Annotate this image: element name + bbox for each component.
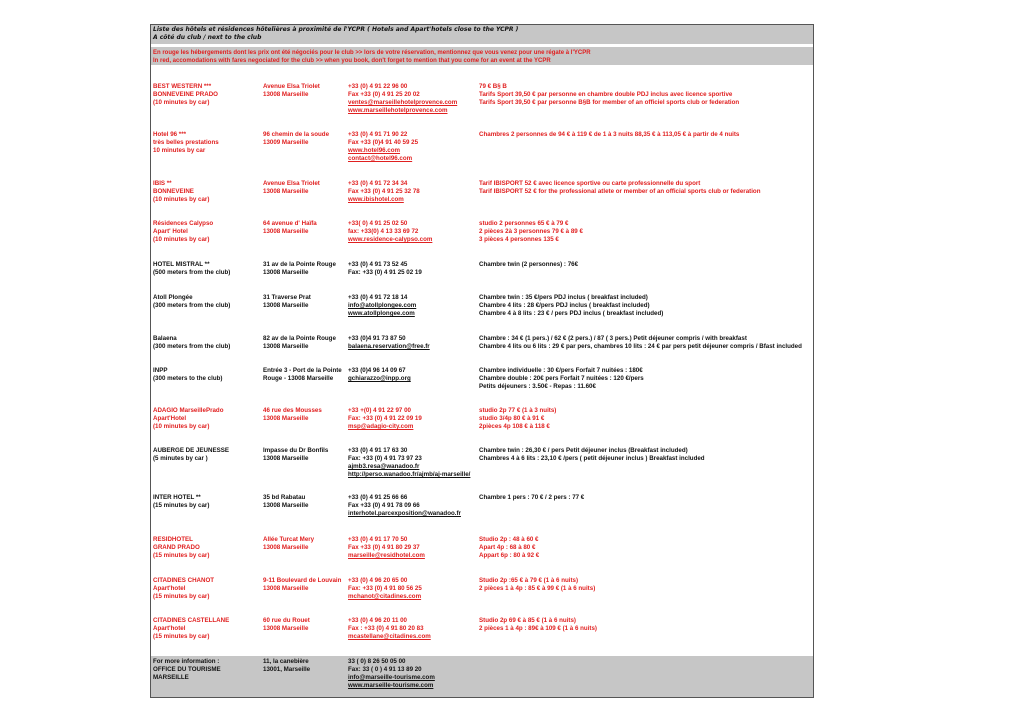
hotel-rate-line: Chambre double : 20€ pers Forfait 7 nuitées : 120 €/pers: [479, 375, 644, 382]
hotel-rate-line: 3 pièces 4 personnes 135 €: [479, 236, 559, 243]
hotel-contact-line: +33 (0) 4 96 20 65 00: [348, 577, 408, 584]
hotel-address-line: 13008 Marseille: [263, 343, 309, 350]
hotel-list-sheet: [150, 24, 814, 698]
hotel-rate-line: studio 2 personnes 65 € à 79 €: [479, 220, 569, 227]
hotel-name-line: INTER HOTEL **: [153, 494, 201, 501]
hotel-rate-line: Chambres 2 personnes de 94 € à 119 € de 1 à 3 nuits 88,35 € à 113,05 € à partir de 4 nuits: [479, 131, 740, 138]
hotel-rate-line: Apart 4p : 68 à 80 €: [479, 544, 536, 551]
hotel-name-line: BONNEVEINE: [153, 188, 194, 195]
hotel-name-line: IBIS **: [153, 180, 172, 187]
hotel-rate-line: Chambres 4 à 6 lits : 23,10 € /pers ( petit déjeuner inclus ) Breakfast included: [479, 455, 705, 462]
hotel-name-line: CITADINES CHANOT: [153, 577, 215, 584]
hotel-address-line: 13008 Marseille: [263, 188, 309, 195]
hotel-name-line: (500 meters from the club): [153, 269, 231, 276]
hotel-name-line: (5 minutes by car ): [153, 455, 208, 462]
hotel-address-line: 82 av de la Pointe Rouge: [263, 335, 336, 342]
hotel-rate-line: 2pièces 4p 108 € à 118 €: [479, 423, 550, 430]
hotel-rate-line: Studio 2p :65 € à 79 € (1 à 6 nuits): [479, 577, 579, 584]
footer-contact-line: Fax: 33 ( 0 ) 4 91 13 89 20: [348, 666, 422, 673]
hotel-contact-link[interactable]: www.residence-calypso.com: [348, 236, 433, 243]
hotel-address-line: Allée Turcat Mery: [263, 536, 315, 543]
hotel-address-line: 35 bd Rabatau: [263, 494, 306, 501]
hotel-address-line: 13008 Marseille: [263, 228, 309, 235]
hotel-contact-link[interactable]: ventes@marseillehotelprovence.com: [348, 99, 458, 106]
hotel-contact-line: +33 (0) 4 91 17 70 50: [348, 536, 408, 543]
hotel-name-line: Apart'Hotel: [153, 415, 187, 422]
hotel-address-line: 9-11 Boulevard de Louvain: [263, 577, 342, 584]
hotel-contact-link[interactable]: info@atollplongee.com: [348, 302, 417, 309]
hotel-address-line: 31 Traverse Prat: [263, 294, 311, 301]
hotel-name-line: INPP: [153, 367, 168, 374]
hotel-address-line: 13009 Marseille: [263, 139, 309, 146]
hotel-address-line: 46 rue des Mousses: [263, 407, 322, 414]
footer-contact-line: 33 ( 0) 8 26 50 05 00: [348, 658, 406, 665]
hotel-name-line: BONNEVEINE PRADO: [153, 91, 218, 98]
hotel-rate-line: Studio 2p : 48 à 60 €: [479, 536, 539, 543]
hotel-contact-link[interactable]: www.marseillehotelprovence.com: [348, 107, 448, 114]
hotel-contact-line: +33 (0) 4 91 72 18 14: [348, 294, 408, 301]
hotel-address-line: 13008 Marseille: [263, 91, 309, 98]
hotel-contact-line: +33( 0) 4 91 25 02 50: [348, 220, 408, 227]
hotel-contact-link[interactable]: marseille@residhotel.com: [348, 552, 425, 559]
hotel-name-line: (15 minutes by car): [153, 633, 210, 640]
hotel-address-line: 13008 Marseille: [263, 585, 309, 592]
hotel-name-line: (10 minutes by car): [153, 423, 210, 430]
hotel-name-line: (15 minutes by car): [153, 593, 210, 600]
hotel-contact-link[interactable]: msp@adagio-city.com: [348, 423, 414, 430]
hotel-address-line: 13008 Marseille: [263, 502, 309, 509]
hotel-name-line: très belles prestations: [153, 139, 219, 146]
hotel-name-line: (10 minutes by car): [153, 99, 210, 106]
hotel-rate-line: 2 pièces 1 à 4p : 89€ à 109 € (1 à 6 nuits): [479, 625, 597, 632]
hotel-rate-line: Chambre 1 pers : 70 € / 2 pers : 77 €: [479, 494, 585, 501]
hotel-name-line: CITADINES CASTELLANE: [153, 617, 230, 624]
hotel-rate-line: Chambre : 34 € (1 pers.) / 62 € (2 pers.) / 87 ( 3 pers.) Petit déjeuner compris / with breakfast: [479, 335, 747, 342]
hotel-address-line: Rouge - 13008 Marseille: [263, 375, 334, 382]
hotel-name-line: (300 meters from the club): [153, 302, 231, 309]
footer-contact-link[interactable]: www.marseille-tourisme.com: [348, 682, 434, 689]
hotel-name-line: Atoll Plongée: [153, 294, 193, 301]
hotel-address-line: 96 chemin de la soude: [263, 131, 330, 138]
hotel-rate-line: Chambre individuelle : 30 €/pers Forfait 7 nuitées : 180€: [479, 367, 643, 374]
footer-band: [151, 656, 813, 698]
hotel-contact-line: +33 (0) 4 91 73 52 45: [348, 261, 408, 268]
hotel-contact-link[interactable]: ajmb3.resa@wanadoo.fr: [348, 463, 420, 470]
hotel-contact-line: Fax: +33 (0) 4 91 25 02 19: [348, 269, 422, 276]
hotel-address-line: 64 avenue d' Haïfa: [263, 220, 317, 227]
hotel-name-line: 10 minutes by car: [153, 147, 206, 154]
hotel-rate-line: Studio 2p 69 € à 85 € (1 à 6 nuits): [479, 617, 576, 624]
hotel-contact-line: +33 (0) 4 91 17 63 30: [348, 447, 408, 454]
notice-french: En rouge les hébergements dont les prix ont été négociés pour le club >> lors de votre réservation, mentionnez que vous venez pour une régate à l'YCPR: [153, 50, 591, 56]
hotel-contact-line: +33 (0) 4 91 71 90 22: [348, 131, 408, 138]
hotel-rate-line: Petits déjeuners : 3.50€ - Repas : 11.60€: [479, 383, 596, 390]
footer-contact-link[interactable]: info@marseille-tourisme.com: [348, 674, 435, 681]
hotel-rate-line: 79 € B§ B: [479, 83, 507, 90]
hotel-rate-line: Chambre twin (2 personnes) : 76€: [479, 261, 579, 268]
footer-address-line: 13001, Marseille: [263, 666, 311, 673]
hotel-contact-line: Fax: +33 (0) 4 91 22 09 19: [348, 415, 422, 422]
hotel-rate-line: 2 pièces 1 à 4p : 85 € à 99 € (1 à 6 nuits): [479, 585, 596, 592]
hotel-contact-line: Fax +33 (0) 4 91 78 09 66: [348, 502, 420, 509]
hotel-rate-line: Tarif IBISPORT 52 € avec licence sportive ou carte professionnelle du sport: [479, 180, 701, 187]
hotel-contact-line: +33 (0)4 91 73 87 50: [348, 335, 406, 342]
hotel-name-line: (15 minutes by car): [153, 552, 210, 559]
hotel-address-line: 13008 Marseille: [263, 415, 309, 422]
hotel-name-line: (300 meters to the club): [153, 375, 223, 382]
hotel-contact-link[interactable]: mchanot@citadines.com: [348, 593, 422, 600]
hotel-name-line: (10 minutes by car): [153, 196, 210, 203]
hotel-rate-line: Tarifs Sport 39,50 € par personne en chambre double PDJ inclus avec licence sportive: [479, 91, 733, 98]
hotel-contact-line: Fax +33 (0) 4 91 25 20 02: [348, 91, 420, 98]
hotel-address-line: Avenue Elsa Triolet: [263, 180, 320, 187]
hotel-contact-line: Fax: +33 (0) 4 91 80 56 25: [348, 585, 422, 592]
hotel-name-line: BEST WESTERN ***: [153, 83, 212, 90]
hotel-rate-line: Tarifs Sport 39,50 € par personne B§B for member of an officiel sports club or federation: [479, 99, 740, 106]
hotel-contact-link[interactable]: balaena.reservation@free.fr: [348, 343, 430, 350]
hotel-contact-line: +33 (0) 4 91 72 34 34: [348, 180, 408, 187]
footer-name-line: For more information :: [153, 658, 220, 665]
hotel-rate-line: Tarif IBISPORT 52 € for the professional atlete or member of an official sports club or federation: [479, 188, 761, 195]
hotel-name-line: RESIDHOTEL: [153, 536, 193, 543]
hotel-contact-line: Fax : +33 (0) 4 91 80 20 83: [348, 625, 424, 632]
hotel-rate-line: Chambre twin : 35 €/pers PDJ inclus ( breakfast included): [479, 294, 648, 301]
footer-name-line: OFFICE DU TOURISME: [153, 666, 221, 673]
hotel-address-line: Avenue Elsa Triolet: [263, 83, 320, 90]
hotel-contact-line: +33 (0) 4 91 22 96 00: [348, 83, 408, 90]
hotel-contact-line: fax: +33(0) 4 13 33 69 72: [348, 228, 419, 235]
hotel-address-line: Entrée 3 - Port de la Pointe: [263, 367, 342, 374]
hotel-contact-link[interactable]: www.hotel96.com: [348, 147, 401, 154]
hotel-rate-line: Chambre twin : 26,30 € / pers Petit déjeuner inclus (Breakfast included): [479, 447, 688, 454]
hotel-rate-line: Appart 6p : 80 à 92 €: [479, 552, 540, 559]
hotel-contact-line: +33 (0) 4 91 25 66 66: [348, 494, 408, 501]
hotel-contact-line: Fax +33 (0) 4 91 80 29 37: [348, 544, 420, 551]
hotel-rate-line: studio 2p 77 € (1 à 3 nuits): [479, 407, 557, 414]
hotel-address-line: 31 av de la Pointe Rouge: [263, 261, 336, 268]
hotel-address-line: 60 rue du Rouet: [263, 617, 310, 624]
hotel-name-line: ADAGIO MarseillePrado: [153, 407, 224, 414]
hotel-rate-line: studio 3/4p 80 € à 91 €: [479, 415, 545, 422]
hotel-contact-link[interactable]: mcastellane@citadines.com: [348, 633, 431, 640]
footer-address-line: 11, la canebière: [263, 658, 309, 665]
hotel-address-line: Impasse du Dr Bonfils: [263, 447, 329, 454]
hotel-contact-link[interactable]: gchiarazzo@inpp.org: [348, 375, 411, 382]
hotel-contact-link[interactable]: contact@hotel96.com: [348, 155, 413, 162]
hotel-name-line: Apart'hotel: [153, 625, 186, 632]
sheet-title: Liste des hôtels et résidences hôtelières à proximité de l'YCPR ( Hotels and Apart'hotels close to the YCPR ): [153, 26, 519, 33]
hotel-contact-line: +33 (0) 4 96 20 11 00: [348, 617, 408, 624]
hotel-name-line: GRAND PRADO: [153, 544, 200, 551]
sheet-subtitle: A côté du club / next to the club: [153, 34, 262, 41]
hotel-name-line: Hotel 96 ***: [153, 131, 187, 138]
hotel-name-line: Apart' Hotel: [153, 228, 188, 235]
hotel-address-line: 13008 Marseille: [263, 455, 309, 462]
hotel-address-line: 13008 Marseille: [263, 625, 309, 632]
hotel-address-line: 13008 Marseille: [263, 269, 309, 276]
hotel-rate-line: Chambre 4 à 8 lits : 23 € / pers PDJ inclus ( breakfast included): [479, 310, 664, 317]
hotel-name-line: Résidences Calypso: [153, 220, 214, 227]
hotel-name-line: Balaena: [153, 335, 177, 342]
hotel-name-line: (15 minutes by car): [153, 502, 210, 509]
hotel-contact-link[interactable]: www.ibishotel.com: [348, 196, 404, 203]
hotel-address-line: 13008 Marseille: [263, 544, 309, 551]
hotel-rate-line: 2 pièces 2à 3 personnes 79 € à 89 €: [479, 228, 583, 235]
hotel-rate-line: Chambre 4 lits ou 6 lits : 29 € par pers, chambres 10 lits : 24 € par pers petit déjeuner compris / Bfast included: [479, 343, 802, 350]
footer-name-line: MARSEILLE: [153, 674, 189, 681]
hotel-name-line: (10 minutes by car): [153, 236, 210, 243]
hotel-contact-line: Fax +33 (0)4 91 40 59 25: [348, 139, 419, 146]
hotel-contact-line: Fax +33 (0) 4 91 25 32 78: [348, 188, 420, 195]
hotel-name-line: Apart'hotel: [153, 585, 186, 592]
hotel-address-line: 13008 Marseille: [263, 302, 309, 309]
hotel-contact-link[interactable]: http://perso.wanadoo.fr/ajmb/aj-marseille/: [348, 471, 471, 478]
hotel-contact-line: +33 +(0) 4 91 22 97 00: [348, 407, 411, 414]
hotel-name-line: AUBERGE DE JEUNESSE: [153, 447, 229, 454]
hotel-name-line: HOTEL MISTRAL **: [153, 261, 210, 268]
hotel-contact-line: Fax: +33 (0) 4 91 73 97 23: [348, 455, 422, 462]
notice-english: In red, accomodations with fares negociated for the club >> when you book, don't forget to mention that you come for an event at the YCPR: [153, 58, 551, 64]
hotel-rate-line: Chambre 4 lits : 28 €/pers PDJ inclus ( breakfast included): [479, 302, 650, 309]
hotel-contact-link[interactable]: interhotel.parcexposition@wanadoo.fr: [348, 510, 461, 517]
hotel-name-line: (300 meters from the club): [153, 343, 231, 350]
hotel-contact-line: +33 (0)4 96 14 09 67: [348, 367, 406, 374]
hotel-contact-link[interactable]: www.atollplongee.com: [348, 310, 415, 317]
